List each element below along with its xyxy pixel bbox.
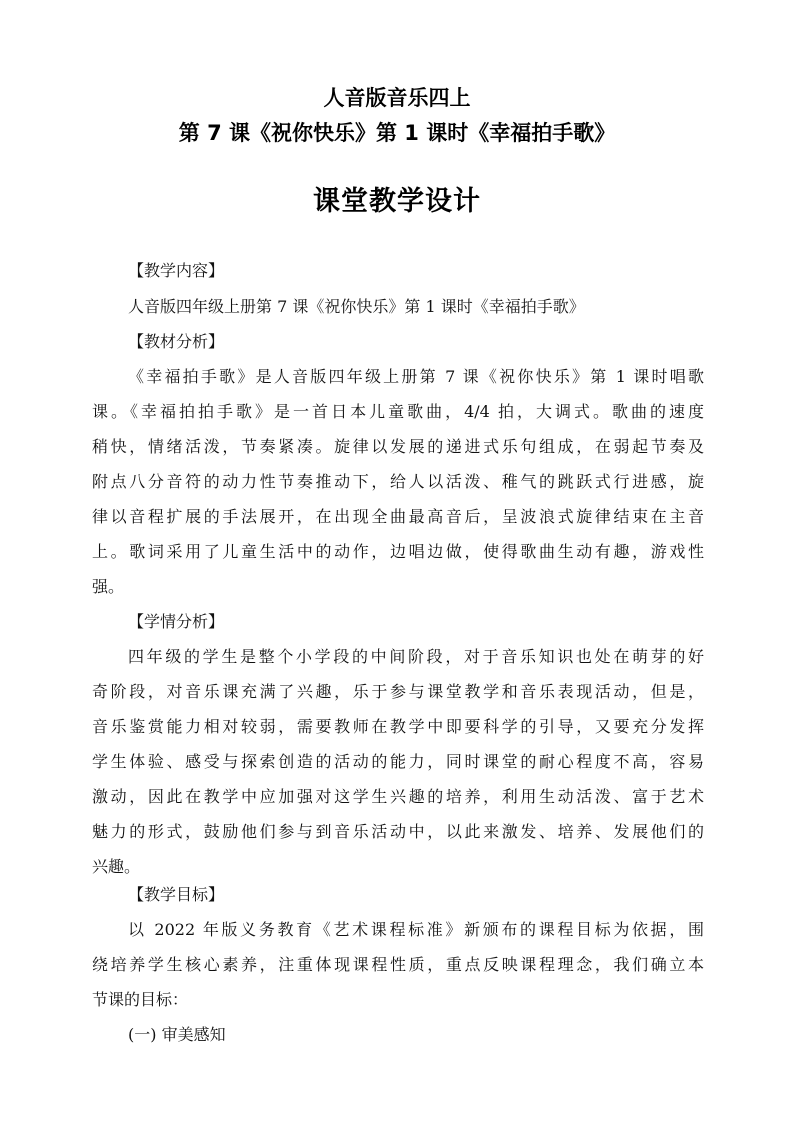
learner-line: 兴趣。 — [92, 857, 141, 876]
document-main-title: 课堂教学设计 — [313, 186, 481, 217]
section-heading-content: 【教学内容】 — [128, 261, 225, 280]
section-heading-learner: 【学情分析】 — [128, 612, 225, 631]
learner-line: 音乐鉴赏能力相对较弱，需要教师在教学中即要科学的引导，又要充分发挥 — [92, 717, 704, 736]
goals-line: 以 2022 年版义务教育《艺术课程标准》新颁布的课程目标为依据，围 — [128, 920, 704, 939]
material-line: 上。歌词采用了儿童生活中的动作，边唱边做，使得歌曲生动有趣，游戏性 — [92, 542, 704, 561]
section-heading-goals: 【教学目标】 — [128, 885, 225, 904]
section-heading-material: 【教材分析】 — [128, 332, 225, 351]
goals-line: 绕培养学生核心素养，注重体现课程性质，重点反映课程理念，我们确立本 — [92, 955, 704, 974]
document-title-line-1: 人音版音乐四上 — [323, 86, 471, 110]
material-line: 附点八分音符的动力性节奏推动下，给人以活泼、稚气的跳跃式行进感，旋 — [92, 472, 704, 491]
material-line: 稍快，情绪活泼，节奏紧凑。旋律以发展的递进式乐句组成，在弱起节奏及 — [92, 437, 704, 456]
material-line: 课。《幸福拍拍手歌》是一首日本儿童歌曲，4/4 拍，大调式。歌曲的速度 — [92, 402, 704, 421]
document-title-line-2: 第 7 课《祝你快乐》第 1 课时《幸福拍手歌》 — [178, 121, 616, 145]
learner-line: 学生体验、感受与探索创造的活动的能力，同时课堂的耐心程度不高，容易 — [92, 752, 704, 771]
material-line: 强。 — [92, 577, 125, 596]
goals-subheading: (一) 审美感知 — [128, 1025, 226, 1044]
material-line: 律以音程扩展的手法展开，在出现全曲最高音后，呈波浪式旋律结束在主音 — [92, 507, 704, 526]
material-line: 《幸福拍手歌》是人音版四年级上册第 7 课《祝你快乐》第 1 课时唱歌 — [128, 367, 704, 386]
learner-line: 奇阶段，对音乐课充满了兴趣，乐于参与课堂教学和音乐表现活动，但是， — [92, 682, 704, 701]
learner-line: 四年级的学生是整个小学段的中间阶段，对于音乐知识也处在萌芽的好 — [128, 647, 704, 666]
learner-line: 激动，因此在教学中应加强对这学生兴趣的培养，利用生动活泼、富于艺术 — [92, 787, 704, 806]
content-line: 人音版四年级上册第 7 课《祝你快乐》第 1 课时《幸福拍手歌》 — [128, 297, 585, 316]
goals-line: 节课的目标： — [92, 990, 189, 1009]
learner-line: 魅力的形式，鼓励他们参与到音乐活动中，以此来激发、培养、发展他们的 — [92, 822, 704, 841]
